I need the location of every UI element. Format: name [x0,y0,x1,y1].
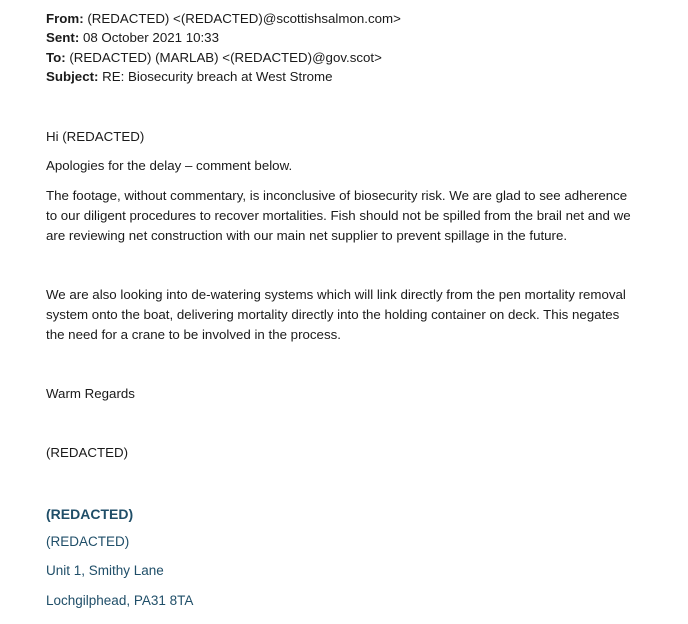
subject-value: RE: Biosecurity breach at West Strome [98,69,333,84]
paragraph-2-line-1: We are also looking into de-watering systems which will link directly from the pen mortality removal [46,287,626,302]
paragraph-1-line-1: The footage, without commentary, is inconclusive of biosecurity risk. We are glad to see adherence [46,188,628,203]
to-line [46,48,382,67]
signature-name: (REDACTED) [46,506,134,522]
to-label: To: [46,50,66,65]
subject-line [46,67,332,86]
from-value: (REDACTED) <(REDACTED)@scottishsalmon.com> [83,11,401,26]
signature-address-line-1: Unit 1, Smithy Lane [46,563,164,578]
to-value: (REDACTED) (MARLAB) <(REDACTED)@gov.scot> [65,50,382,65]
paragraph-2-line-2: system onto the boat, delivering mortality directly into the holding container on deck. This negates [46,307,620,322]
closing: Warm Regards [46,386,135,401]
sent-label: Sent: [46,30,80,45]
paragraph-1-line-2: to our diligent procedures to recover mortalities. Fish should not be spilled from the brail net and we [46,208,631,223]
signature-title: (REDACTED) [46,534,130,549]
signature-address-line-2: Lochgilphead, PA31 8TA [46,593,194,608]
apology-line: Apologies for the delay – comment below. [46,158,293,173]
closing-name: (REDACTED) [46,445,128,460]
subject-label: Subject: [46,69,99,84]
paragraph-1-line-3: are reviewing net construction with our main net supplier to prevent spillage in the future. [46,228,568,243]
from-line [46,9,401,28]
greeting: Hi (REDACTED) [46,129,145,144]
paragraph-2-line-3: the need for a crane to be involved in the process. [46,327,341,342]
from-label: From: [46,11,84,26]
sent-line [46,28,219,47]
sent-value: 08 October 2021 10:33 [79,30,219,45]
